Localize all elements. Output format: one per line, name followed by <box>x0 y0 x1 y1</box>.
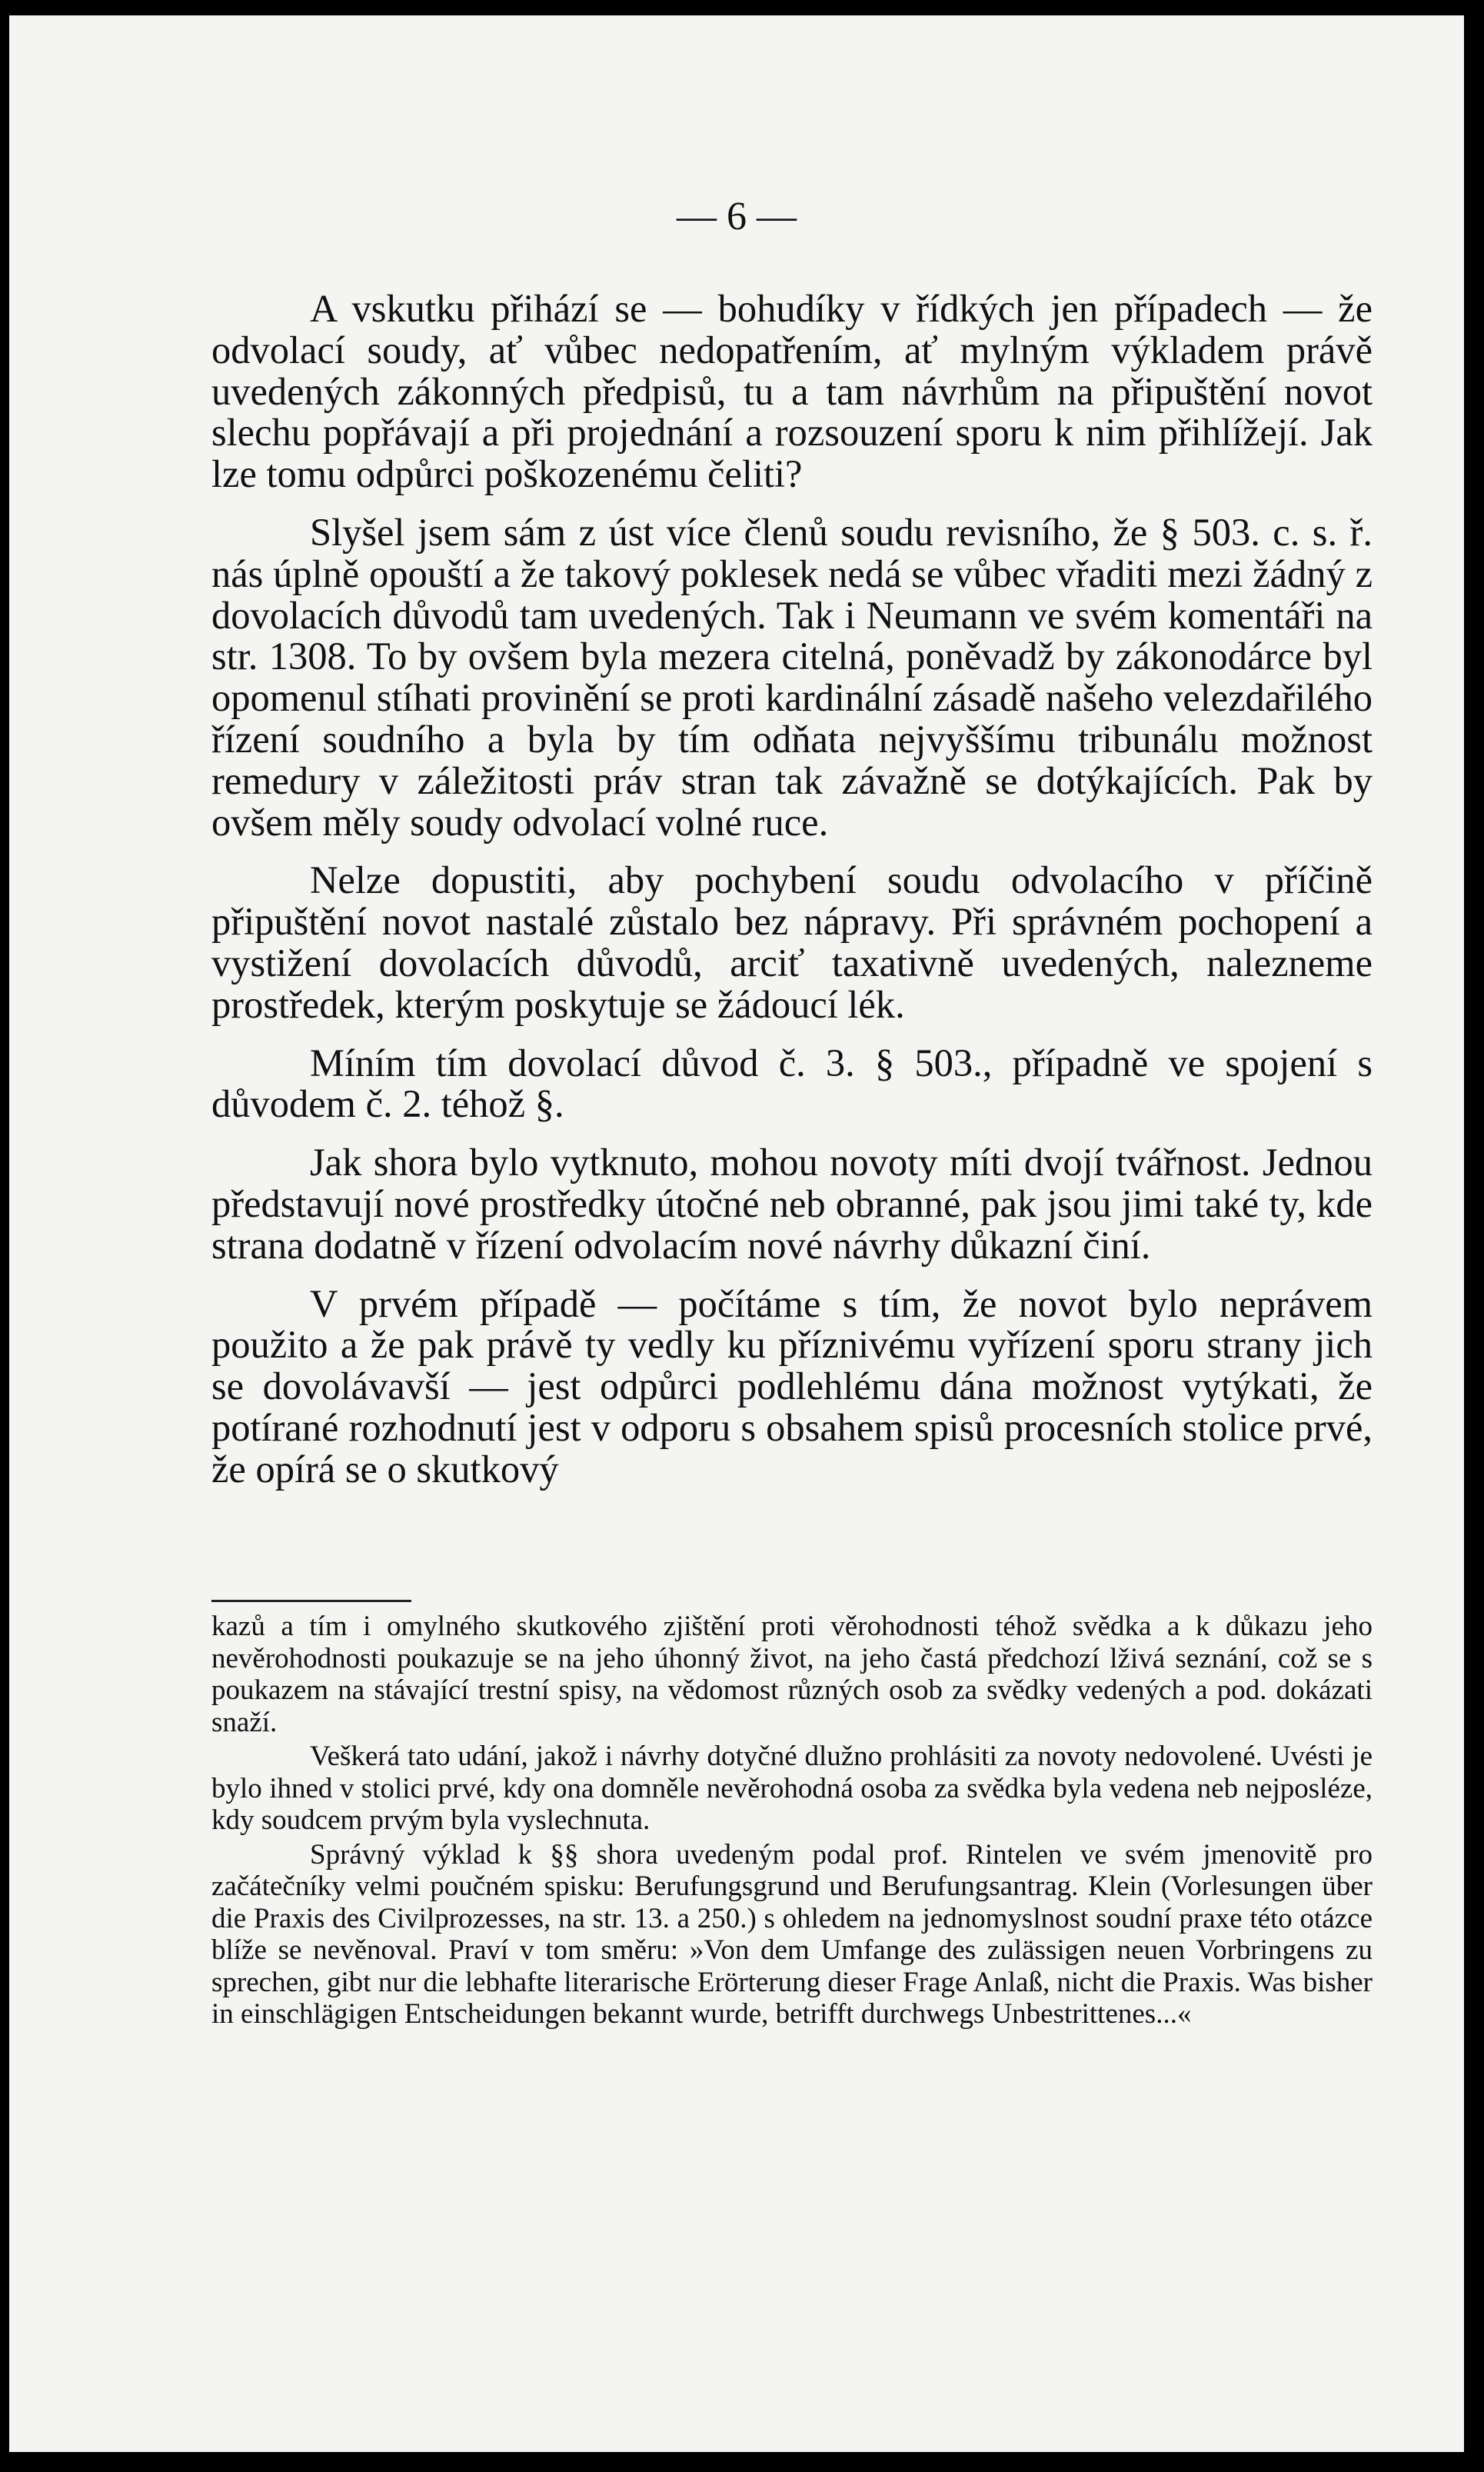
body-paragraph: Nelze dopustiti, aby pochybení soudu odvolacího v příčině připuštění novot nastalé zůstalo bez nápravy. Při správném pochopení a vystižení dovolacích důvodů, arciť taxativně uvedených, nalezneme prostředek, kterým poskytuje se žádoucí lék. <box>211 858 1373 1026</box>
main-text <box>211 288 1373 1491</box>
footnote-paragraph: Veškerá tato udání, jakož i návrhy dotyčné dlužno prohlásiti za novoty nedovolené. Uvésti je bylo ihned v stolici prvé, kdy ona domněle nevěrohodná osoba za svědka byla vedena neb nejposléze, kdy soudcem prvým byla vyslechnuta. <box>211 1741 1373 1836</box>
body-paragraph: A vskutku přihází se — bohudíky v řídkých jen případech — že odvolací soudy, ať vůbec nedopatřením, ať mylným výkladem právě uvedených zákonných předpisů, tu a tam návrhům na připuštění novot slechu popřávají a při projednání a rozsouzení sporu k nim přihlížejí. Jak lze tomu odpůrci poškozenému čeliti? <box>211 287 1373 496</box>
footnote-paragraph: kazů a tím i omylného skutkového zjištění proti věrohodnosti téhož svědka a k důkazu jeho nevěrohodnosti poukazuje se na jeho úhonný život, na jeho častá předchozí lživá seznání, což se s poukazem na stávající trestní spisy, na vědomost různých osob za svědky vedených a pod. dokázati snaží. <box>211 1611 1373 1738</box>
footnote-divider <box>211 1600 411 1602</box>
body-paragraph: Jak shora bylo vytknuto, mohou novoty míti dvojí tvářnost. Jednou představují nové prostředky útočné neb obranné, pak jsou jimi také ty, kde strana dodatně v řízení odvolacím nové návrhy důkazní činí. <box>211 1141 1373 1267</box>
body-paragraph: Slyšel jsem sám z úst více členů soudu revisního, že § 503. c. s. ř. nás úplně opouští a že takový poklesek nedá se vůbec vřaditi mezi žádný z dovolacích důvodů tam uvedených. Tak i Neumann ve svém komentáři na str. 1308. To by ovšem byla mezera citelná, poněvadž by zákonodárce byl opomenul stíhati provinění se proti kardinální zásadě našeho velezdařilého řízení soudního a byla by tím odňata nejvyššímu tribunálu možnost remedury v záležitosti práv stran tak závažně se dotýkajících. Pak by ovšem měly soudy odvolací volné ruce. <box>211 510 1373 844</box>
body-paragraph: Míním tím dovolací důvod č. 3. § 503., případně ve spojení s důvodem č. 2. téhož §. <box>211 1041 1373 1126</box>
document-page <box>9 15 1464 2452</box>
footnotes <box>211 1611 1373 2031</box>
page-number: — 6 — <box>677 195 797 238</box>
body-paragraph: V prvém případě — počítáme s tím, že novot bylo neprávem použito a že pak právě ty vedly ku příznivému vyřízení sporu strany jich se dovolávavší — jest odpůrci podlehlému dána možnost vytýkati, že potírané rozhodnutí jest v odporu s obsahem spisů procesních stolice prvé, že opírá se o skutkový <box>211 1281 1373 1491</box>
footnote-paragraph: Správný výklad k §§ shora uvedeným podal prof. Rintelen ve svém jmenovitě pro začátečníky velmi poučném spisku: Berufungsgrund und Berufungsantrag. Klein (Vorlesungen über die Praxis des Civilprozesses, na str. 13. a 250.) s ohledem na jednomyslnost soudní praxe této otázce blíže se nevěnoval. Praví v tom směru: »Von dem Umfange des zulässigen neuen Vorbringens zu sprechen, gibt nur die lebhafte literarische Erörterung dieser Frage Anlaß, nicht die Praxis. Was bisher in einschlägigen Entscheidungen bekannt wurde, betrifft durchwegs Unbestrittenes...« <box>211 1838 1373 2030</box>
